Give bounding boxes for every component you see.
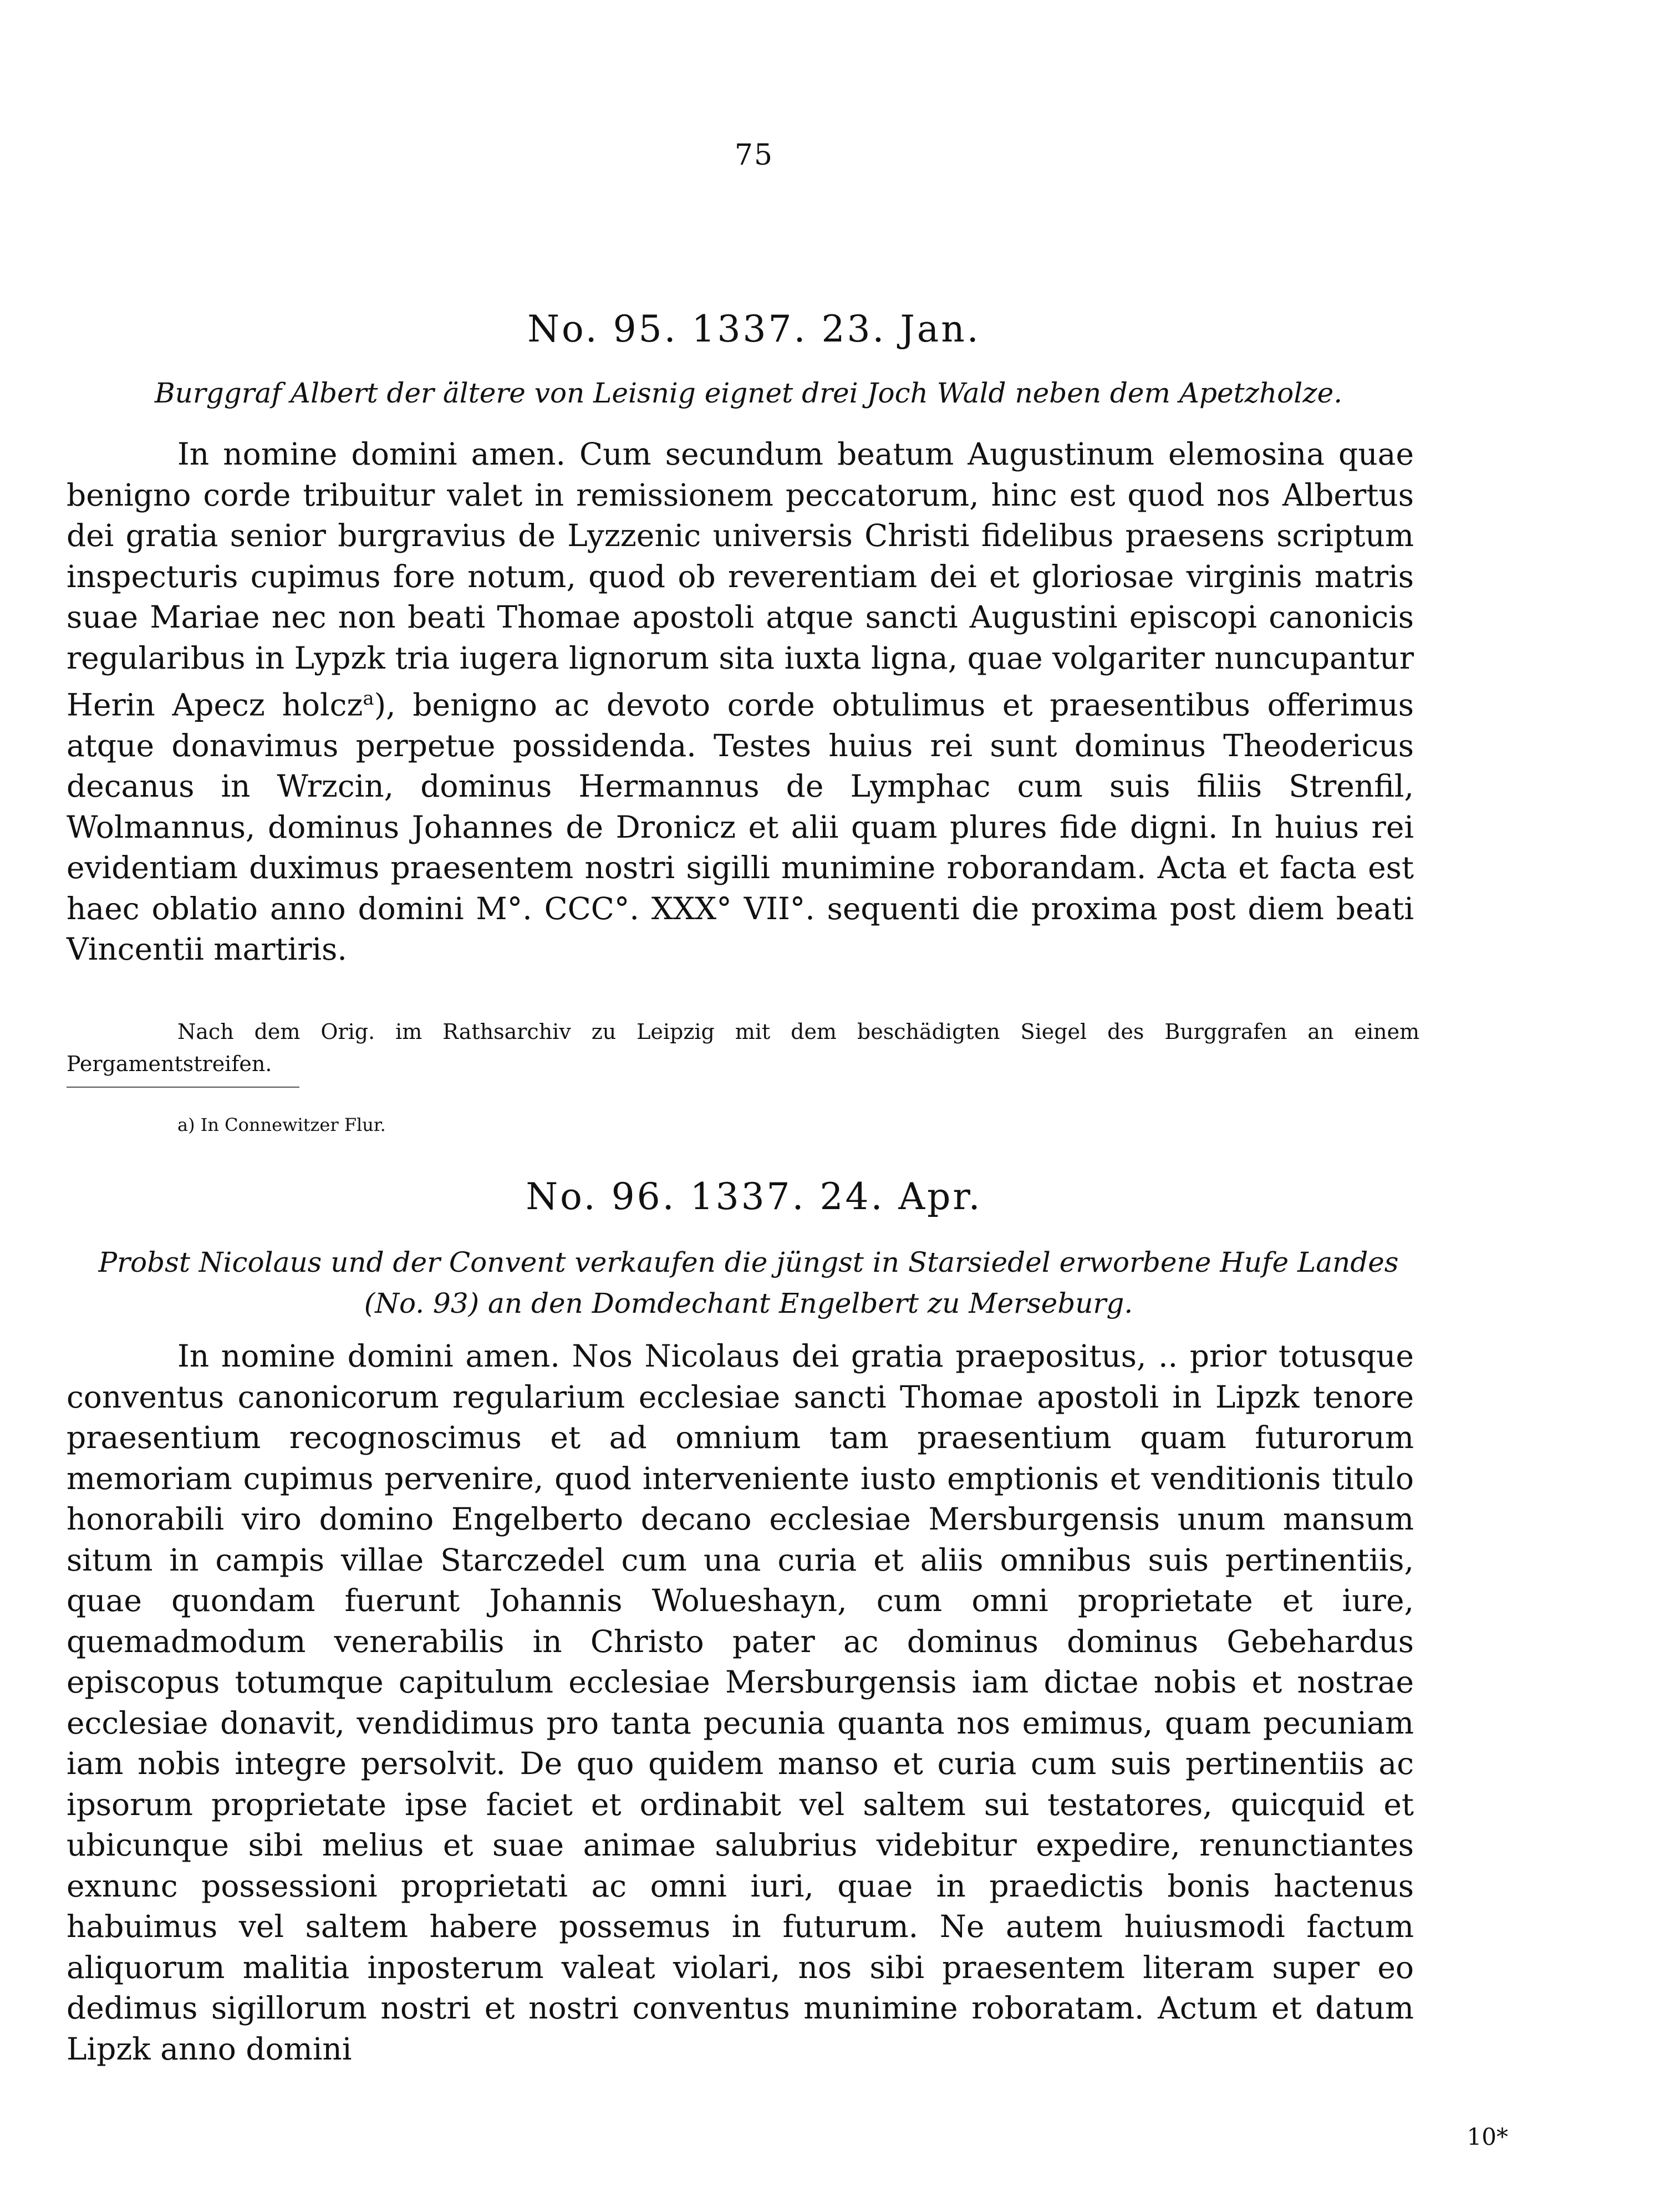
regest-line-1: Probst Nicolaus und der Convent verkaufen die jüngst in Starsiedel erworbene Hufe Landes — [98, 1246, 1399, 1278]
document-95-text — [67, 434, 1414, 970]
footnote: a) In Connewitzer Flur. — [177, 1114, 386, 1135]
document-95-heading: No. 95. 1337. 23. Jan. — [527, 308, 981, 350]
regest-line-2: (No. 93) an den Domdechant Engelbert zu Merseburg. — [364, 1287, 1133, 1319]
page-number: 75 — [734, 139, 774, 172]
document-95-text-part2: ), benigno ac devoto corde obtulimus et praesentibus offerimus atque donavimus perpetue possidenda. Testes huius rei sunt dominus Theodericus decanus in Wrzcin, dominus Hermannus de Lymphac cum suis filiis Strenfil, Wolmannus, dominus Johannes de Dronicz et alii quam plures fide digni. In huius rei evidentiam duximus praesentem nostri sigilli munimine roborandam. Acta et facta est haec oblatio anno domini M°. CCC°. XXX° VII°. sequenti die proxima post diem beati Vincentii martiris. — [67, 687, 1414, 967]
document-95-source-note — [67, 1016, 1419, 1080]
document-96-regest — [67, 1242, 1430, 1324]
footnote-divider — [67, 1087, 299, 1088]
document-96-heading: No. 96. 1337. 24. Apr. — [526, 1175, 982, 1218]
document-96-text — [67, 1336, 1414, 2069]
document-95-text-part1: In nomine domini amen. Cum secundum beatum Augustinum elemosina quae benigno corde tribuitur valet in remissionem peccatorum, hinc est quod nos Albertus dei gratia senior burgravius de Lyzzenic universis Christi fidelibus praesens scriptum inspecturis cupimus fore notum, quod ob reverentiam dei et gloriosae virginis matris suae Mariae nec non beati Thomae apostoli atque sancti Augustini episcopi canonicis regularibus in Lypzk tria iugera lignorum sita iuxta ligna, quae volgariter nuncupantur Herin Apecz holcz — [67, 436, 1414, 723]
signature-mark: 10* — [1467, 2123, 1508, 2150]
source-note-text: Nach dem Orig. im Rathsarchiv zu Leipzig mit dem beschädigten Siegel des Burggrafen an einem Pergamentstreifen. — [67, 1020, 1419, 1076]
document-95-regest: Burggraf Albert der ältere von Leisnig eignet drei Joch Wald neben dem Apetzholze. — [154, 377, 1343, 409]
footnote-marker: a — [363, 687, 374, 710]
document-96-text-paragraph: In nomine domini amen. Nos Nicolaus dei gratia praepositus, .. prior totusque conventus canonicorum regularium ecclesiae sancti Thomae apostoli in Lipzk tenore praesentium recognoscimus et ad omnium tam praesentium quam futurorum memoriam cupimus pervenire, quod interveniente iusto emptionis et venditionis titulo honorabili viro domino Engelberto decano ecclesiae Mersburgensis unum mansum situm in campis villae Starczedel cum una curia et aliis omnibus suis pertinentiis, quae quondam fuerunt Johannis Wolueshayn, cum omni proprietate et iure, quemadmodum venerabilis in Christo pater ac dominus dominus Gebehardus episcopus totumque capitulum ecclesiae Mersburgensis iam dictae nobis et nostrae ecclesiae donavit, vendidimus pro tanta pecunia quanta nos emimus, quam pecuniam iam nobis integre persolvit. De quo quidem manso et curia cum suis pertinentiis ac ipsorum proprietate ipse faciet et ordinabit vel saltem sui testatores, quicquid et ubicunque sibi melius et suae animae salubrius videbitur expedire, renunctiantes exnunc possessioni proprietati ac omni iuri, quae in praedictis bonis hactenus habuimus vel saltem habere possemus in futurum. Ne autem huiusmodi factum aliquorum malitia inposterum valeat violari, nos sibi praesentem literam super eo dedimus sigillorum nostri et nostri conventus munimine roboratam. Actum et datum Lipzk anno domini — [67, 1338, 1414, 2067]
